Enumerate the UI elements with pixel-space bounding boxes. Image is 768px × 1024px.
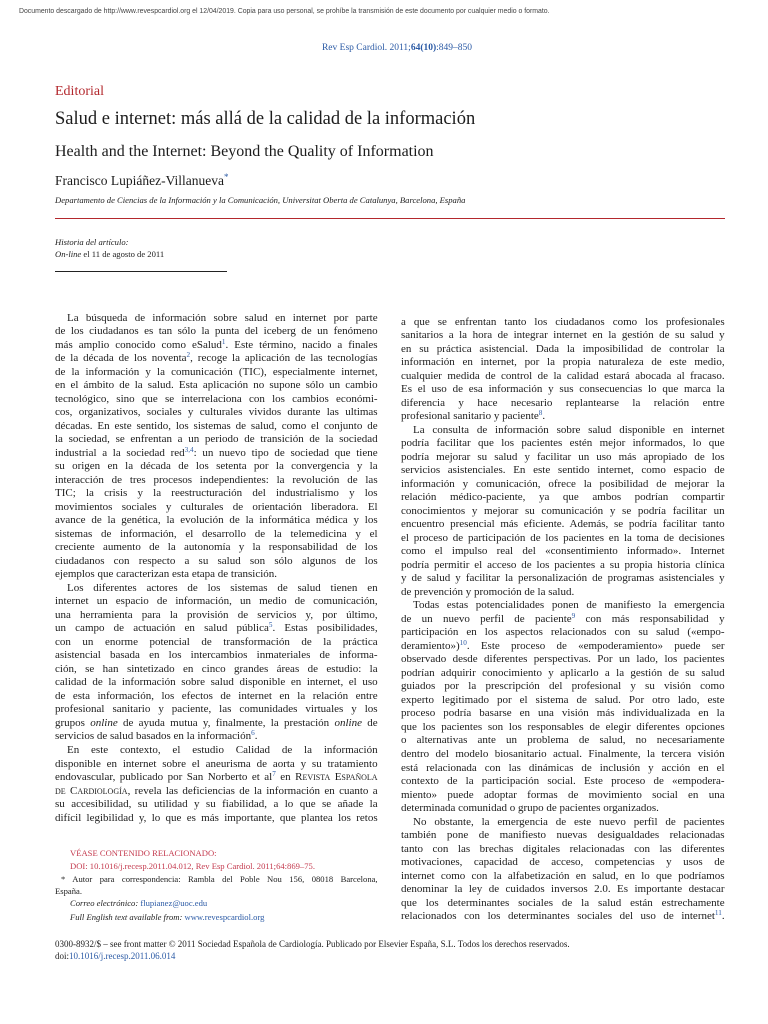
body-text-line — [55, 393, 378, 407]
line-text — [55, 771, 378, 783]
correspondence-address: Autor para correspondencia: Rambla del Poble Nou 156, 08018 Barcelona, — [72, 874, 378, 884]
line-text: Todas estas potencialidades ponen de manifiesto la emergencia — [413, 599, 725, 612]
body-text-line — [401, 748, 725, 762]
line-text: experto legitimado por el sistema de salud. Por otro lado, este — [401, 693, 725, 706]
body-text-line — [55, 636, 378, 650]
body-text-line — [401, 843, 725, 857]
line-text: cualquier medida de control de la calidad estará abocada al fracaso. — [401, 369, 725, 382]
line-text: en su práctica asistencial. Dada la imposibilidad de controlar la — [401, 342, 725, 355]
line-text: observado desde diferentes perspectivas. Por un lado, los pacientes — [401, 653, 725, 666]
text-segment: con más responsabilidad y — [575, 612, 725, 625]
online-date: el 11 de agosto de 2011 — [83, 249, 165, 259]
line-text: No obstante, la emergencia de este nuevo perfil de pacientes — [413, 815, 725, 828]
body-text-line — [401, 316, 725, 330]
body-text-line — [401, 518, 725, 532]
line-text: creciente aumento de la autonomía y la responsabilidad de los — [55, 541, 378, 554]
line-text — [55, 717, 378, 729]
line-text: información y comunicación, ofrece la posibilidad de mejorar la — [401, 477, 725, 490]
line-text: dentro del modelo biosanitario actual. Finalmente, la tercera visión — [401, 748, 725, 760]
text-segment: servicios de salud basados en la información — [55, 730, 252, 743]
online-label: On-line — [55, 249, 82, 259]
body-text-line — [55, 663, 378, 677]
emphasis-text: online — [334, 716, 362, 729]
text-segment: , recoge la aplicación de las tecnologías — [190, 352, 378, 365]
line-text: Es el uso de esa información y sus consecuencias lo que marca la — [401, 383, 725, 396]
line-text: La búsqueda de información sobre salud en internet por parte — [67, 311, 378, 324]
full-text-note — [70, 911, 264, 923]
correspondence-note — [55, 873, 378, 885]
text-segment: grupos — [55, 716, 91, 729]
line-text — [55, 622, 378, 634]
line-text: diferencia y hace necesario replantearse la relación entre — [401, 396, 725, 409]
body-column-left — [55, 312, 378, 826]
line-text: calidad de la información sobre salud disponible en internet, el uso — [55, 676, 378, 689]
line-text: ciudadanos con respecto a su salud son sólo algunos de los — [55, 554, 378, 567]
body-text-line — [401, 545, 725, 559]
text-segment: . Este término, nacido a finales — [225, 338, 378, 351]
volume-issue: 64(10) — [410, 43, 437, 53]
line-text: podría facilitar que los pacientes estén mejor informados, lo que — [401, 437, 725, 450]
line-text — [55, 339, 378, 351]
line-text: que los determinantes sociales de la salud están estrechamente — [401, 896, 725, 909]
line-text: podría permitir el acceso de los pacientes a su propia historia clínica — [401, 558, 725, 571]
body-text-line — [401, 599, 725, 613]
line-text: Los diferentes actores de los sistemas de salud tienen en — [67, 581, 378, 594]
body-text-line — [55, 703, 378, 717]
correspondence-marker-link[interactable]: * — [224, 172, 229, 182]
body-text-line — [401, 870, 725, 884]
line-text — [401, 910, 725, 922]
line-text: contexto de la participación social. Este proceso de «empodera- — [401, 775, 725, 788]
line-text: que los pacientes son los responsables de elegir diferentes opciones — [401, 720, 725, 733]
line-text: de prevención y promoción de la salud. — [401, 585, 575, 598]
body-text-line — [55, 595, 378, 609]
line-text: una herramienta para la provisión de servicios y, por último, — [55, 608, 378, 621]
body-text-line — [55, 812, 378, 826]
line-text: servicios asistenciales. En este sentido internet, como espacio de — [401, 464, 725, 477]
body-text-line — [55, 568, 378, 582]
line-text: encuentro presencial más eficiente. Además, se podría facilitar tanto — [401, 518, 725, 531]
body-text-line — [401, 707, 725, 721]
text-segment: deramiento») — [401, 639, 460, 652]
line-text: de la información y la comunicación (TIC), especialmente internet, — [55, 365, 378, 378]
body-text-line — [55, 555, 378, 569]
body-text-line — [401, 397, 725, 411]
body-text-line — [55, 312, 378, 326]
copyright-line: 0300-8932/$ – see front matter © 2011 Sociedad Española de Cardiología. Publicado por Elsevier España, S.L. Todos los derechos reservados. — [55, 939, 570, 949]
email-label: Correo electrónico: — [70, 898, 139, 908]
doi-label: doi: — [55, 951, 70, 961]
body-text-line — [55, 433, 378, 447]
body-text-line — [55, 609, 378, 623]
text-segment: de un nuevo perfil de paciente — [401, 612, 572, 625]
body-text-line — [55, 690, 378, 704]
line-text: ejemplos que caracterizan esta etapa de transición. — [55, 568, 278, 581]
body-text-line — [401, 424, 725, 438]
line-text: de los ciudadanos es tan sólo la punta del iceberg de un fenómeno — [55, 325, 378, 338]
body-text-line — [401, 505, 725, 519]
line-text: internet como con la alfabetización en salud, en lo que podríamos — [401, 869, 725, 882]
line-text — [55, 730, 257, 742]
related-content-doi-link[interactable]: DOI: 10.1016/j.recesp.2011.04.012, Rev Esp Cardiol. 2011;64:869–75. — [70, 861, 315, 871]
text-segment: endovascular, publicado por San Norberto et al — [55, 771, 273, 784]
line-text: denominar la ley de cuidados inversos 2.0. Es importante destacar — [401, 883, 725, 896]
body-text-line — [401, 762, 725, 776]
text-segment: de — [361, 716, 378, 729]
body-text-line — [401, 680, 725, 694]
line-text — [401, 410, 545, 422]
body-text-line — [401, 653, 725, 667]
body-text-line — [55, 622, 378, 636]
article-doi — [55, 950, 175, 962]
body-text-line — [55, 582, 378, 596]
line-text: como el impulso real del «consentimiento informado». Internet — [401, 545, 725, 558]
body-text-line — [55, 785, 378, 799]
text-segment: . — [721, 910, 725, 923]
body-text-line — [401, 464, 725, 478]
line-text: información en internet, por la propia naturaleza de este medio, — [401, 356, 725, 369]
line-text — [55, 785, 378, 797]
line-text: sistemas de información, el desarrollo de la telemedicina y el — [55, 527, 378, 540]
download-notice: Documento descargado de http://www.revespcardiol.org el 12/04/2019. Copia para uso personal, se prohíbe la transmisión de este documento por cualquier medio o formato. — [19, 8, 550, 15]
line-text: La consulta de información sobre salud disponible en internet — [413, 423, 725, 436]
body-text-line — [55, 325, 378, 339]
body-text-line — [401, 586, 725, 600]
article-history-label: Historia del artículo: — [55, 237, 129, 247]
emphasis-text: online — [90, 716, 118, 729]
line-text: participación en los aspectos relacionados con su salud («empo- — [401, 626, 725, 639]
journal-name-text: de Cardiología — [55, 784, 128, 797]
reference-citation-link[interactable]: 6 — [251, 730, 255, 738]
reference-citation-link[interactable]: 1 — [221, 338, 226, 346]
body-text-line — [55, 406, 378, 420]
body-text-line — [55, 676, 378, 690]
line-text: podría mejorar su salud y facilitar un uso más apropiado de los — [401, 450, 725, 463]
text-segment: en — [275, 771, 296, 784]
body-text-line — [55, 744, 378, 758]
body-text-line — [401, 370, 725, 384]
body-text-line — [55, 487, 378, 501]
body-text-line — [401, 816, 725, 830]
line-text: cos, organizativos, sociales y culturales vividos durante las ultimas — [55, 406, 378, 419]
line-text: avance de la genética, la evolución de la informática médica y los — [55, 514, 378, 527]
line-text: asistencial basada en los intercambios inmateriales de informa- — [55, 649, 378, 662]
body-text-line — [55, 339, 378, 353]
line-text: el proceso de participación de los pacientes en la toma de decisiones — [401, 531, 725, 544]
text-segment: profesional sanitario y paciente — [401, 410, 539, 423]
text-segment: industrial a la sociedad red — [55, 446, 185, 459]
body-text-line — [55, 366, 378, 380]
doi-link[interactable]: 10.1016/j.recesp.2011.06.014 — [69, 951, 176, 961]
body-text-line — [55, 798, 378, 812]
reference-citation-link[interactable]: 11 — [714, 910, 722, 918]
line-text — [401, 640, 725, 652]
body-text-line — [401, 802, 725, 816]
line-text: o alternativas ante un problema de salud, no necesariamente — [401, 734, 725, 747]
body-text-line — [55, 474, 378, 488]
body-text-line — [401, 410, 725, 424]
body-text-line — [55, 649, 378, 663]
body-text-line — [401, 437, 725, 451]
citation-prefix: Rev Esp Cardiol. 2011; — [321, 43, 411, 53]
line-text: su accesibilidad, su utilidad y su fiabilidad, a lo que se añade la — [55, 798, 378, 811]
text-segment: de ayuda mutua y, finalmente, la prestación — [117, 716, 335, 729]
section-label: Editorial — [55, 84, 104, 99]
reference-citation-link[interactable]: 7 — [272, 771, 276, 779]
article-title-spanish: Salud e internet: más allá de la calidad de la información — [55, 109, 476, 129]
text-segment: de la década de los noventa — [55, 352, 187, 365]
body-text-line — [401, 789, 725, 803]
body-text-line — [401, 559, 725, 573]
body-text-line — [55, 758, 378, 772]
related-content-heading: VÉASE CONTENIDO RELACIONADO: — [70, 848, 217, 858]
line-text: tanto con las brechas digitales relacionadas con las diferentes — [401, 842, 725, 855]
correspondence-country: España. — [55, 886, 82, 896]
line-text: miento» puede adoptar formas de movimiento social en una — [401, 788, 725, 801]
text-segment: : un nuevo tipo de sociedad que tiene — [193, 446, 378, 459]
body-text-line — [55, 528, 378, 542]
body-text-line — [401, 626, 725, 640]
journal-website-link[interactable]: www.revespcardiol.org — [184, 912, 265, 922]
line-text: está relacionada con las dinámicas de inclusión y acción en el — [401, 761, 725, 774]
article-title-english: Health and the Internet: Beyond the Quality of Information — [55, 143, 434, 160]
body-text-line — [401, 356, 725, 370]
body-text-line — [55, 420, 378, 434]
text-segment: . Este proceso de «empoderamiento» puede ser — [466, 639, 725, 652]
line-text: motivaciones, capacidad de acceso, competencias y usos de — [401, 856, 725, 869]
line-text: En este contexto, el estudio Calidad de la información — [67, 744, 378, 756]
line-text: también pone de manifiesto nuevas desigualdades relacionadas — [401, 829, 725, 842]
line-text: décadas. En este sentido, los sistemas de salud, como el conjunto de — [55, 419, 378, 432]
reference-citation-link[interactable]: 5 — [268, 622, 273, 630]
journal-name-text: Revista Española — [295, 771, 378, 784]
reference-citation-link[interactable]: 2 — [186, 352, 191, 360]
line-text: relación médico-paciente, ya que ambos podrían compartir — [401, 491, 725, 504]
author-line — [55, 173, 229, 189]
body-text-line — [55, 541, 378, 555]
line-text: de esta información, los efectos de internet en la relación entre — [55, 689, 378, 702]
body-text-line — [401, 640, 725, 654]
journal-citation-link[interactable] — [297, 42, 497, 54]
text-segment: un campo de actuación en salud pública — [55, 622, 269, 635]
line-text: internet un espacio de información, un medio de comunicación, — [55, 595, 378, 608]
body-text-line — [55, 447, 378, 461]
body-text-line — [401, 478, 725, 492]
body-text-line — [401, 721, 725, 735]
line-text — [55, 447, 378, 459]
full-text-label: Full English text available from: — [70, 912, 183, 922]
reference-citation-link[interactable]: 3,4 — [184, 446, 194, 454]
line-text: profesional sanitario y paciente, las comunidades virtuales y los — [55, 703, 378, 716]
reference-citation-link[interactable]: 10 — [459, 639, 467, 648]
reference-citation-link[interactable]: 9 — [571, 612, 576, 621]
line-text — [401, 613, 725, 625]
body-text-line — [401, 829, 725, 843]
body-text-line — [401, 613, 725, 627]
line-text: disponible en internet sobre el aneurisma de aorta y su tratamiento — [55, 757, 378, 770]
body-text-line — [401, 883, 725, 897]
line-text: con un enorme potencial de transformación de la práctica — [55, 635, 378, 648]
line-text: difícil legibilidad y, lo que es más importante, que plantea los retos — [55, 811, 378, 824]
body-text-line — [401, 343, 725, 357]
line-text: interacción de tres procesos independientes: la revolución de las — [55, 473, 378, 486]
line-text: ción, se han sintetizado en cinco grandes áreas de estudio: la — [55, 662, 378, 675]
body-text-line — [55, 514, 378, 528]
page-range: :849–850 — [436, 43, 473, 53]
line-text: guiados por la prescripción del profesional y su visión como — [401, 680, 725, 693]
body-text-line — [55, 379, 378, 393]
history-divider — [55, 271, 227, 272]
body-text-line — [401, 775, 725, 789]
body-text-line — [55, 771, 378, 785]
text-segment: . Estas posibilidades, — [272, 622, 378, 635]
line-text: conocimientos y mejorar su comunicación y se podría facilitar un — [401, 504, 725, 517]
body-text-line — [401, 694, 725, 708]
body-text-line — [55, 730, 378, 744]
line-text: su origen en la década de los setenta por la convergencia y la — [55, 460, 378, 473]
text-segment: , revela las deficiencias de la información en cuanto a — [127, 784, 378, 797]
line-text: sanitarios a la hora de integrar internet en la gestión de su salud y — [401, 329, 725, 342]
body-text-line — [55, 352, 378, 366]
line-text: podrían adquirir conocimiento y aplicarlo a la gestión de su salud — [401, 666, 725, 679]
body-text-line — [55, 501, 378, 515]
text-segment: relacionados con los determinantes sociales del uso de internet — [401, 910, 715, 923]
line-text: determinada comunidad o grupo de pacientes organizados. — [401, 802, 659, 815]
author-affiliation: Departamento de Ciencias de la Información y la Comunicación, Universitat Oberta de Catalunya, Barcelona, España — [55, 195, 466, 205]
text-segment: . — [542, 410, 546, 423]
body-text-line — [401, 572, 725, 586]
line-text: proceso podría basarse en una visión más individualizada en la — [401, 707, 725, 720]
line-text — [55, 352, 378, 364]
body-text-line — [401, 910, 725, 924]
body-text-line — [401, 667, 725, 681]
body-text-line — [401, 329, 725, 343]
correspondence-marker: * — [61, 874, 66, 884]
line-text: tecnológico, sino que se interrelaciona con los cambios económi- — [55, 392, 378, 405]
body-text-line — [401, 734, 725, 748]
body-text-line — [401, 451, 725, 465]
email-note — [70, 897, 207, 909]
line-text: TIC; la crisis y la reestructuración del industrialismo y los — [55, 487, 378, 500]
line-text: y de salud y facilitar la personalización de programas asistenciales y — [401, 572, 725, 585]
article-online-date — [55, 249, 164, 260]
line-text: en el ámbito de la salud. Esta aplicación no supone sólo un cambio — [55, 379, 378, 392]
text-segment: . — [254, 730, 258, 743]
author-name: Francisco Lupiáñez-Villanueva — [55, 173, 224, 188]
line-text: a que se enfrentan tanto los ciudadanos como los profesionales — [401, 315, 725, 328]
text-segment: más amplio conocido como eSalud — [55, 338, 222, 351]
body-text-line — [55, 460, 378, 474]
line-text: movimientos sociales y culturales de orientación liberadora. El — [55, 500, 378, 513]
body-text-line — [401, 383, 725, 397]
body-text-line — [401, 897, 725, 911]
body-column-right — [401, 316, 725, 924]
reference-citation-link[interactable]: 8 — [538, 410, 543, 418]
line-text: la sociedad, se enfrentan a un periodo de transición de la sociedad — [55, 433, 378, 446]
email-link[interactable]: flupianez@uoc.edu — [140, 898, 208, 908]
body-text-line — [55, 717, 378, 731]
body-text-line — [401, 856, 725, 870]
header-divider — [55, 218, 725, 219]
body-text-line — [401, 532, 725, 546]
body-text-line — [401, 491, 725, 505]
